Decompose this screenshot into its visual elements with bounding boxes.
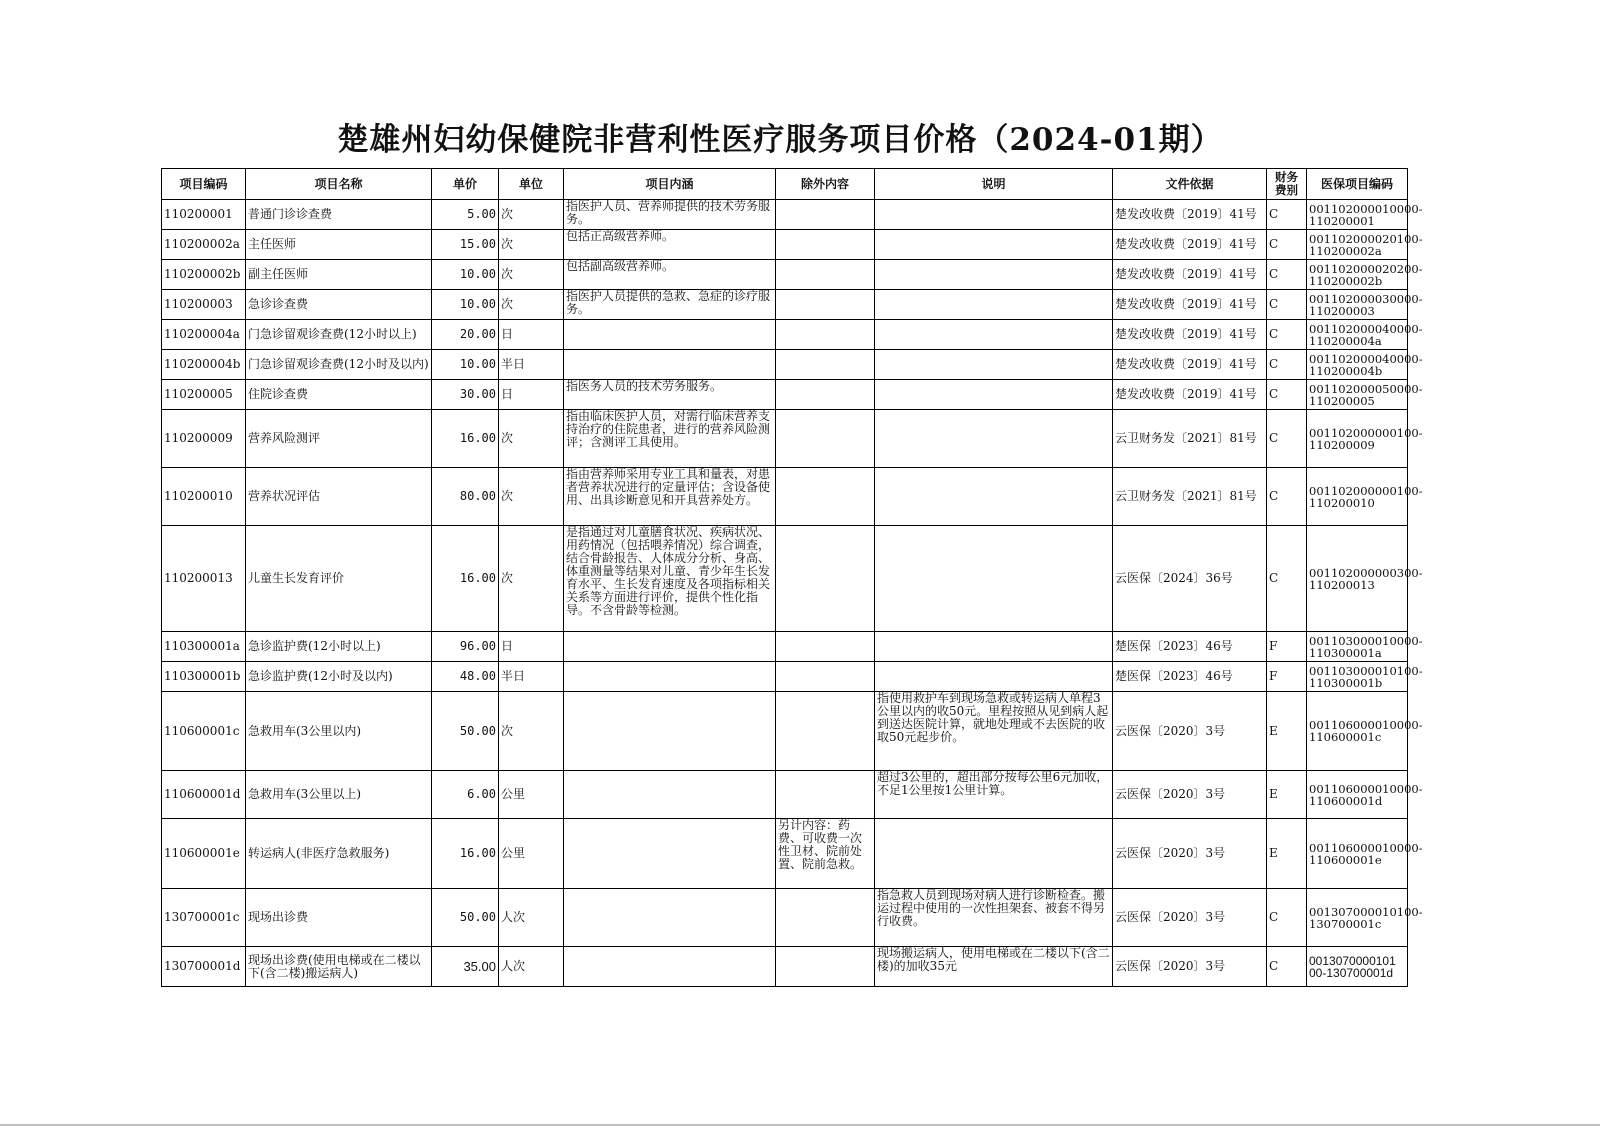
row-note xyxy=(875,468,1113,526)
table-row xyxy=(162,468,1408,526)
row-basis: 云医保〔2020〕3号 xyxy=(1113,692,1267,771)
row-insurance-code: 001307000010100-130700001c xyxy=(1307,889,1408,947)
row-note: 指使用救护车到现场急救或转运病人单程3公里以内的收50元。里程按照从见到病人起到送达医院计算，就地处理或不去医院的收取50元起步价。 xyxy=(875,692,1113,771)
header-name: 项目名称 xyxy=(246,169,432,200)
row-name: 现场出诊费 xyxy=(246,889,432,947)
row-content: 包括正高级营养师。 xyxy=(564,230,776,260)
row-unit: 次 xyxy=(499,200,564,230)
row-exclude xyxy=(776,230,875,260)
row-note xyxy=(875,819,1113,889)
row-note xyxy=(875,230,1113,260)
row-insurance-code: 001103000010100-110300001b xyxy=(1307,662,1408,692)
row-finance-type: C xyxy=(1267,230,1307,260)
row-code: 110200001 xyxy=(162,200,246,230)
row-code: 110200002b xyxy=(162,260,246,290)
table-header-row xyxy=(162,169,1408,200)
row-finance-type: C xyxy=(1267,320,1307,350)
row-content: 是指通过对儿童膳食状况、疾病状况、用药情况（包括喂养情况）综合调查，结合骨龄报告、人体成分分析、身高、体重测量等结果对儿童、青少年生长发育水平、生长发育速度及各项指标相关关系等方面进行评价，提供个性化指导。不含骨龄等检测。 xyxy=(564,526,776,632)
row-basis: 楚发改收费〔2019〕41号 xyxy=(1113,380,1267,410)
row-price: 10.00 xyxy=(432,290,499,320)
row-content: 指医护人员、营养师提供的技术劳务服务。 xyxy=(564,200,776,230)
row-code: 110200002a xyxy=(162,230,246,260)
row-unit: 日 xyxy=(499,632,564,662)
row-name: 副主任医师 xyxy=(246,260,432,290)
row-basis: 楚发改收费〔2019〕41号 xyxy=(1113,320,1267,350)
row-content xyxy=(564,889,776,947)
row-code: 110200004a xyxy=(162,320,246,350)
row-exclude xyxy=(776,947,875,987)
table-row xyxy=(162,771,1408,819)
row-price: 10.00 xyxy=(432,350,499,380)
row-content xyxy=(564,320,776,350)
row-content: 指医护人员提供的急救、急症的诊疗服务。 xyxy=(564,290,776,320)
row-content: 包括副高级营养师。 xyxy=(564,260,776,290)
row-content xyxy=(564,692,776,771)
row-basis: 云卫财务发〔2021〕81号 xyxy=(1113,410,1267,468)
row-basis: 楚发改收费〔2019〕41号 xyxy=(1113,260,1267,290)
row-basis: 楚发改收费〔2019〕41号 xyxy=(1113,200,1267,230)
row-finance-type: C xyxy=(1267,290,1307,320)
row-exclude xyxy=(776,468,875,526)
row-name: 住院诊查费 xyxy=(246,380,432,410)
row-content xyxy=(564,771,776,819)
row-code: 110200005 xyxy=(162,380,246,410)
row-finance-type: E xyxy=(1267,692,1307,771)
row-finance-type: C xyxy=(1267,200,1307,230)
row-code: 110200009 xyxy=(162,410,246,468)
row-insurance-code: 001102000000300-110200013 xyxy=(1307,526,1408,632)
row-unit: 人次 xyxy=(499,947,564,987)
row-unit: 次 xyxy=(499,468,564,526)
row-exclude xyxy=(776,380,875,410)
row-name: 普通门诊诊查费 xyxy=(246,200,432,230)
row-price: 80.00 xyxy=(432,468,499,526)
table-row xyxy=(162,526,1408,632)
row-basis: 云卫财务发〔2021〕81号 xyxy=(1113,468,1267,526)
row-content: 指医务人员的技术劳务服务。 xyxy=(564,380,776,410)
row-price: 20.00 xyxy=(432,320,499,350)
header-insurance-code: 医保项目编码 xyxy=(1307,169,1408,200)
page-title: 楚雄州妇幼保健院非营利性医疗服务项目价格（2024-01期） xyxy=(337,122,1223,158)
row-content: 指由临床医护人员，对需行临床营养支持治疗的住院患者，进行的营养风险测评；含测评工具使用。 xyxy=(564,410,776,468)
row-basis: 楚医保〔2023〕46号 xyxy=(1113,662,1267,692)
header-note: 说明 xyxy=(875,169,1113,200)
header-exclude: 除外内容 xyxy=(776,169,875,200)
row-note: 现场搬运病人，使用电梯或在二楼以下(含二楼)的加收35元 xyxy=(875,947,1113,987)
row-finance-type: C xyxy=(1267,410,1307,468)
row-unit: 人次 xyxy=(499,889,564,947)
row-finance-type: C xyxy=(1267,889,1307,947)
row-name: 主任医师 xyxy=(246,230,432,260)
row-basis: 楚医保〔2023〕46号 xyxy=(1113,632,1267,662)
row-finance-type: F xyxy=(1267,662,1307,692)
row-unit: 半日 xyxy=(499,350,564,380)
row-basis: 楚发改收费〔2019〕41号 xyxy=(1113,350,1267,380)
row-content: 指由营养师采用专业工具和量表，对患者营养状况进行的定量评估；含设备使用、出具诊断意见和开具营养处方。 xyxy=(564,468,776,526)
table-row xyxy=(162,819,1408,889)
row-finance-type: C xyxy=(1267,260,1307,290)
row-finance-type: C xyxy=(1267,468,1307,526)
row-note xyxy=(875,350,1113,380)
row-price: 10.00 xyxy=(432,260,499,290)
row-code: 130700001d xyxy=(162,947,246,987)
row-insurance-code: 001102000000100-110200009 xyxy=(1307,410,1408,468)
row-note: 指急救人员到现场对病人进行诊断检查。搬运过程中使用的一次性担架套、被套不得另行收费。 xyxy=(875,889,1113,947)
row-insurance-code: 001102000040000-110200004a xyxy=(1307,320,1408,350)
row-price: 16.00 xyxy=(432,526,499,632)
row-insurance-code: 001102000000100-110200010 xyxy=(1307,468,1408,526)
row-code: 110600001d xyxy=(162,771,246,819)
table-row xyxy=(162,380,1408,410)
table-row xyxy=(162,290,1408,320)
row-unit: 日 xyxy=(499,380,564,410)
row-code: 110600001c xyxy=(162,692,246,771)
row-insurance-code: 001102000050000-110200005 xyxy=(1307,380,1408,410)
row-exclude xyxy=(776,889,875,947)
row-unit: 次 xyxy=(499,290,564,320)
row-finance-type: E xyxy=(1267,771,1307,819)
row-insurance-code: 001102000030000-110200003 xyxy=(1307,290,1408,320)
row-name: 急诊诊查费 xyxy=(246,290,432,320)
row-code: 110300001a xyxy=(162,632,246,662)
row-insurance-code: 001102000020200-110200002b xyxy=(1307,260,1408,290)
table-row xyxy=(162,320,1408,350)
table-row xyxy=(162,947,1408,987)
row-insurance-code: 001102000040000-110200004b xyxy=(1307,350,1408,380)
page-bottom-border xyxy=(0,1124,1600,1126)
row-unit: 日 xyxy=(499,320,564,350)
row-price: 50.00 xyxy=(432,692,499,771)
row-content xyxy=(564,632,776,662)
row-unit: 公里 xyxy=(499,771,564,819)
row-finance-type: C xyxy=(1267,380,1307,410)
row-note xyxy=(875,526,1113,632)
row-name: 门急诊留观诊查费(12小时及以内) xyxy=(246,350,432,380)
row-note xyxy=(875,410,1113,468)
header-content: 项目内涵 xyxy=(564,169,776,200)
table-row xyxy=(162,410,1408,468)
row-note xyxy=(875,200,1113,230)
row-name: 营养状况评估 xyxy=(246,468,432,526)
row-name: 急诊监护费(12小时及以内) xyxy=(246,662,432,692)
row-note: 超过3公里的，超出部分按每公里6元加收，不足1公里按1公里计算。 xyxy=(875,771,1113,819)
row-finance-type: F xyxy=(1267,632,1307,662)
row-unit: 次 xyxy=(499,410,564,468)
row-insurance-code: 0013070000101 00-130700001d xyxy=(1307,947,1408,987)
row-code: 110200013 xyxy=(162,526,246,632)
row-name: 急救用车(3公里以上) xyxy=(246,771,432,819)
row-unit: 次 xyxy=(499,230,564,260)
row-unit: 次 xyxy=(499,526,564,632)
header-finance-type: 财务 费别 xyxy=(1267,169,1307,200)
row-exclude: 另计内容：药费、可收费一次性卫材、院前处置、院前急救。 xyxy=(776,819,875,889)
header-basis: 文件依据 xyxy=(1113,169,1267,200)
row-code: 110200004b xyxy=(162,350,246,380)
row-name: 儿童生长发育评价 xyxy=(246,526,432,632)
row-content xyxy=(564,947,776,987)
table-row xyxy=(162,889,1408,947)
header-code: 项目编码 xyxy=(162,169,246,200)
row-note xyxy=(875,290,1113,320)
row-exclude xyxy=(776,692,875,771)
row-exclude xyxy=(776,410,875,468)
row-price: 96.00 xyxy=(432,632,499,662)
row-price: 16.00 xyxy=(432,410,499,468)
row-finance-type: C xyxy=(1267,526,1307,632)
row-exclude xyxy=(776,200,875,230)
row-exclude xyxy=(776,290,875,320)
row-price: 50.00 xyxy=(432,889,499,947)
row-exclude xyxy=(776,632,875,662)
row-name: 营养风险测评 xyxy=(246,410,432,468)
row-exclude xyxy=(776,771,875,819)
row-unit: 半日 xyxy=(499,662,564,692)
table-row xyxy=(162,260,1408,290)
header-price: 单价 xyxy=(432,169,499,200)
row-content xyxy=(564,662,776,692)
row-price: 35.00 xyxy=(432,947,499,987)
row-unit: 公里 xyxy=(499,819,564,889)
row-price: 30.00 xyxy=(432,380,499,410)
table-row xyxy=(162,632,1408,662)
row-name: 转运病人(非医疗急救服务) xyxy=(246,819,432,889)
row-price: 5.00 xyxy=(432,200,499,230)
table-row xyxy=(162,230,1408,260)
row-basis: 云医保〔2020〕3号 xyxy=(1113,819,1267,889)
row-note xyxy=(875,260,1113,290)
row-basis: 云医保〔2020〕3号 xyxy=(1113,947,1267,987)
row-name: 门急诊留观诊查费(12小时以上) xyxy=(246,320,432,350)
row-basis: 云医保〔2020〕3号 xyxy=(1113,771,1267,819)
row-unit: 次 xyxy=(499,692,564,771)
row-price: 6.00 xyxy=(432,771,499,819)
header-unit: 单位 xyxy=(499,169,564,200)
row-exclude xyxy=(776,350,875,380)
row-name: 现场出诊费(使用电梯或在二楼以下(含二楼)搬运病人) xyxy=(246,947,432,987)
row-basis: 楚发改收费〔2019〕41号 xyxy=(1113,230,1267,260)
row-finance-type: C xyxy=(1267,350,1307,380)
row-note xyxy=(875,662,1113,692)
row-name: 急诊监护费(12小时以上) xyxy=(246,632,432,662)
row-unit: 次 xyxy=(499,260,564,290)
row-code: 110200003 xyxy=(162,290,246,320)
table-row xyxy=(162,200,1408,230)
table-row xyxy=(162,692,1408,771)
row-price: 48.00 xyxy=(432,662,499,692)
row-code: 130700001c xyxy=(162,889,246,947)
row-insurance-code: 001103000010000-110300001a xyxy=(1307,632,1408,662)
row-exclude xyxy=(776,662,875,692)
table-row xyxy=(162,350,1408,380)
row-finance-type: C xyxy=(1267,947,1307,987)
row-exclude xyxy=(776,320,875,350)
row-exclude xyxy=(776,526,875,632)
row-basis: 云医保〔2020〕3号 xyxy=(1113,889,1267,947)
row-insurance-code: 001102000010000-110200001 xyxy=(1307,200,1408,230)
row-insurance-code: 001102000020100-110200002a xyxy=(1307,230,1408,260)
row-price: 15.00 xyxy=(432,230,499,260)
table-row xyxy=(162,662,1408,692)
price-table xyxy=(161,168,1423,987)
row-name: 急救用车(3公里以内) xyxy=(246,692,432,771)
row-note xyxy=(875,320,1113,350)
row-finance-type: E xyxy=(1267,819,1307,889)
row-note xyxy=(875,632,1113,662)
row-basis: 楚发改收费〔2019〕41号 xyxy=(1113,290,1267,320)
row-exclude xyxy=(776,260,875,290)
row-insurance-code: 001106000010000-110600001c xyxy=(1307,692,1408,771)
row-note xyxy=(875,380,1113,410)
row-content xyxy=(564,350,776,380)
row-basis: 云医保〔2024〕36号 xyxy=(1113,526,1267,632)
row-code: 110600001e xyxy=(162,819,246,889)
row-price: 16.00 xyxy=(432,819,499,889)
row-insurance-code: 001106000010000-110600001d xyxy=(1307,771,1408,819)
row-insurance-code: 001106000010000-110600001e xyxy=(1307,819,1408,889)
row-code: 110200010 xyxy=(162,468,246,526)
row-content xyxy=(564,819,776,889)
row-code: 110300001b xyxy=(162,662,246,692)
